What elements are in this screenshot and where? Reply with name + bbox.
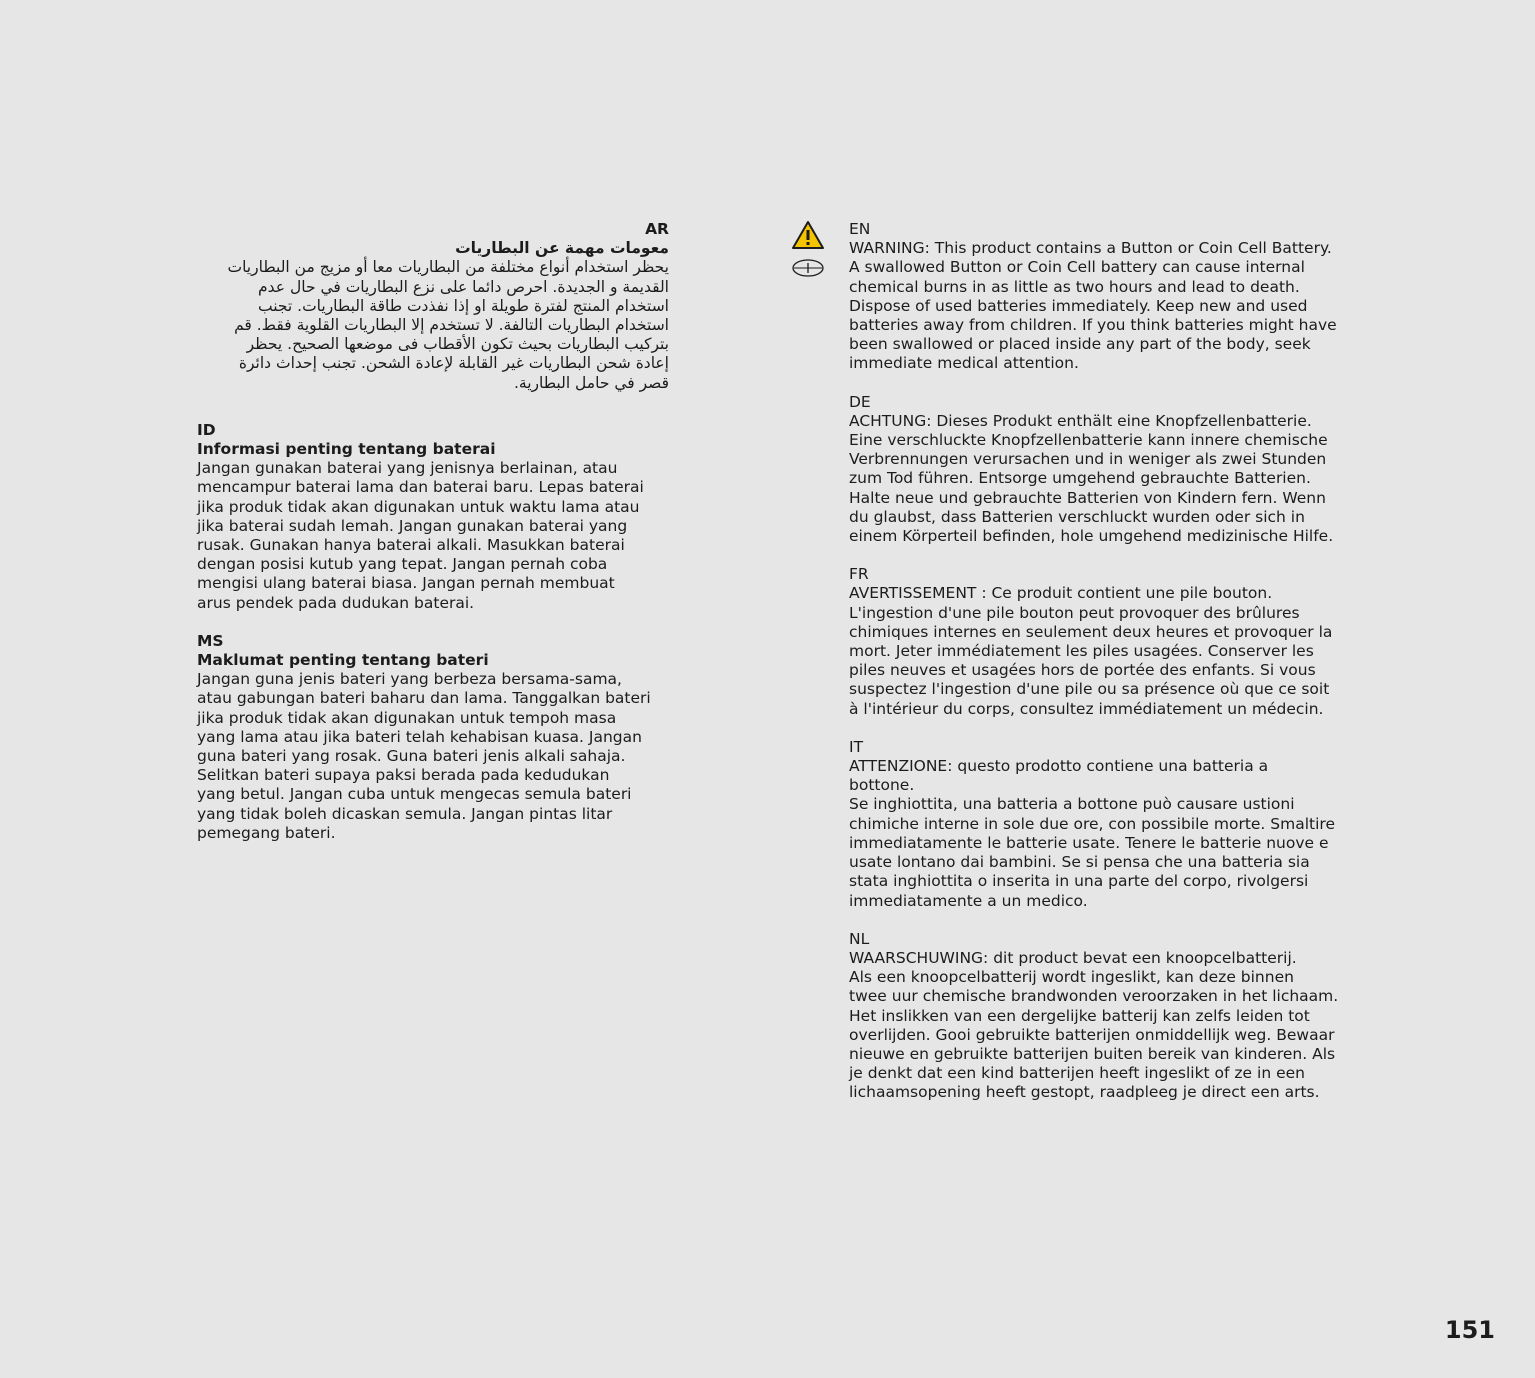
warning-icon bbox=[791, 220, 825, 250]
section-fr bbox=[849, 565, 1379, 719]
section-code: DE bbox=[849, 392, 871, 411]
section-body: Jangan gunakan baterai yang jenisnya berlainan, atau mencampur baterai lama dan baterai baru. Lepas baterai jika produk tidak akan digunakan untuk waktu lama atau jika baterai sudah lemah. Jangan gunakan baterai yang rusak. Gunakan hanya baterai alkali. Masukkan baterai dengan posisi kutub yang tepat. Jangan pernah coba mengisi ulang baterai biasa. Jangan pernah membuat arus pendek pada dudukan baterai. bbox=[197, 459, 644, 612]
section-it bbox=[849, 738, 1379, 911]
section-ar bbox=[197, 220, 669, 393]
section-body: Jangan guna jenis bateri yang berbeza bersama-sama, atau gabungan bateri baharu dan lama. Tanggalkan bateri jika produk tidak akan digunakan untuk tempoh masa yang lama atau jika bateri telah kehabisan kuasa. Jangan guna bateri yang rosak. Guna bateri jenis alkali sahaja. Selitkan bateri supaya paksi berada pada kedudukan yang betul. Jangan cuba untuk mengecas semula bateri yang tidak boleh dicaskan semula. Jangan pintas litar pemegang bateri. bbox=[197, 670, 651, 842]
section-de bbox=[849, 393, 1379, 547]
section-code: AR bbox=[645, 220, 669, 238]
section-body: ACHTUNG: Dieses Produkt enthält eine Knopfzellenbatterie. Eine verschluckte Knopfzellenbatterie kann innere chemische Verbrennungen verursachen und in weniger als zwei Stunden zum Tod führen. Entsorge umgehend gebrauchte Batterien. Halte neue und gebrauchte Batterien von Kindern fern. Wenn du glaubst, dass Batterien verschluckt wurden oder sich in einem Körperteil befinden, hole umgehend medizinische Hilfe. bbox=[849, 411, 1334, 546]
section-code: FR bbox=[849, 565, 869, 584]
section-body: AVERTISSEMENT : Ce produit contient une pile bouton. L'ingestion d'une pile bouton peut provoquer des brûlures chimiques internes en seulement deux heures et provoquer la mort. Jeter immédiatement les piles usagées. Conserver les piles neuves et usagées hors de portée des enfants. Si vous suspectez l'ingestion d'une pile ou sa présence où que ce soit à l'intérieur du corps, consultez immédiatement un médecin. bbox=[849, 584, 1333, 718]
section-ms bbox=[197, 632, 669, 843]
section-body: يحظر استخدام أنواع مختلفة من البطاريات معا أو مزيج من البطاريات القديمة و الجديدة. احرص دائما على نزع البطاريات في حال عدم استخدام المنتج لفترة طويلة او إذا نفذدت طاقة البطاريات. تجنب استخدام البطاريات التالفة. لا تستخدم إلا البطاريات القلوية فقط. قم بتركيب البطاريات بحيث تكون الأقطاب فى موضعها الصحيح. يحظر إعادة شحن البطاريات غير القابلة لإعادة الشحن. تجنب إحداث دائرة قصر في حامل البطارية. bbox=[227, 258, 669, 392]
section-body: ATTENZIONE: questo prodotto contiene una batteria a bottone. Se inghiottita, una batteria a bottone può causare ustioni chimiche interne in sole due ore, con possibile morte. Smaltire immediatamente le batterie usate. Tenere le batterie nuove e usate lontano dai bambini. Se si pensa che una batteria sia stata inghiottita o inserita in una parte del corpo, rivolgersi immediatamente a un medico. bbox=[849, 757, 1335, 910]
section-code: ID bbox=[197, 420, 216, 439]
section-body: WAARSCHUWING: dit product bevat een knoopcelbatterij. Als een knoopcelbatterij wordt ingeslikt, kan deze binnen twee uur chemische brandwonden veroorzaken in het lichaam. Het inslikken van een dergelijke batterij kan zelfs leiden tot overlijden. Gooi gebruikte batterijen onmiddellijk weg. Bewaar nieuwe en gebruikte batterijen buiten bereik van kinderen. Als je denkt dat een kind batterijen heeft ingeslikt of ze in een lichaamsopening heeft gestopt, raadpleeg je direct een arts. bbox=[849, 948, 1339, 1102]
section-body: WARNING: This product contains a Button or Coin Cell Battery. A swallowed Button or Coin Cell battery can cause internal chemical burns in as little as two hours and lead to death. Dispose of used batteries immediately. Keep new and used batteries away from children. If you think batteries might have been swallowed or placed inside any part of the body, seek immediate medical attention. bbox=[849, 239, 1337, 373]
safety-icons bbox=[791, 220, 825, 278]
section-title: معومات مهمة عن البطاريات bbox=[455, 239, 669, 258]
left-column bbox=[197, 220, 669, 862]
section-title: Maklumat penting tentang bateri bbox=[197, 651, 489, 670]
section-id bbox=[197, 421, 669, 613]
section-code: IT bbox=[849, 737, 864, 756]
section-code: EN bbox=[849, 220, 871, 238]
section-code: NL bbox=[849, 929, 870, 948]
page-number: 151 bbox=[1444, 1316, 1495, 1344]
section-title: Informasi penting tentang baterai bbox=[197, 440, 496, 459]
section-nl bbox=[849, 930, 1379, 1103]
right-column bbox=[849, 220, 1379, 1122]
section-code: MS bbox=[197, 631, 224, 650]
coin-cell-battery-icon bbox=[791, 258, 825, 278]
section-en bbox=[849, 220, 1379, 374]
